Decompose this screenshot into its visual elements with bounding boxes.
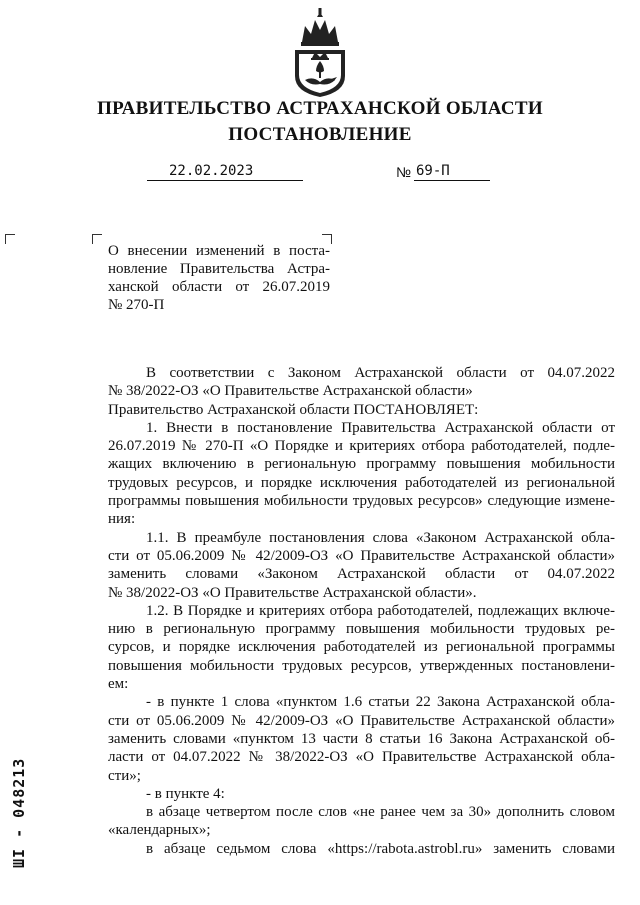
body-line: 1.1. В преамбуле постановления слова «Законом Астраханской обла- (146, 529, 615, 546)
organization-name: ПРАВИТЕЛЬСТВО АСТРАХАНСКОЙ ОБЛАСТИ (97, 98, 543, 119)
registration-field-corner-left (5, 234, 15, 244)
subject-corner-top-left (92, 234, 102, 244)
body-line: ем: (108, 676, 129, 693)
body-line: 1. Внести в постановление Правительства Астраханской области от (146, 419, 615, 436)
subject-line: О внесении изменений в поста- (108, 243, 330, 259)
document-type: ПОСТАНОВЛЕНИЕ (228, 124, 412, 145)
body-line: «календарных»; (108, 822, 211, 839)
body-line: нию в региональную программу повышения мобильности трудовых ре- (108, 621, 615, 638)
body-line: ния: (108, 511, 136, 528)
body-line: № 38/2022-ОЗ «О Правительстве Астраханской области». (108, 584, 477, 601)
subject-line: новление Правительства Астра- (108, 261, 330, 277)
body-line: Правительство Астраханской области ПОСТАНОВЛЯЕТ: (108, 401, 479, 418)
body-line: сурсов, и порядке исключения работодателей из региональной программы (108, 639, 615, 656)
body-line: В соответствии с Законом Астраханской области от 04.07.2022 (146, 365, 615, 381)
body-line: в абзаце седьмом слова «https://rabota.astrobl.ru» заменить словами (146, 840, 615, 857)
body-line: - в пункте 1 слова «пунктом 1.6 статьи 22 Закона Астраханской обла- (146, 694, 615, 711)
document-number: 69-П (414, 163, 490, 181)
serial-stamp: ШI - 048213 (10, 757, 28, 868)
body-line: в абзаце четвертом после слов «не ранее чем за 30» дополнить словом (146, 804, 615, 821)
body-line: 26.07.2019 № 270-П «О Порядке и критериях отбора работодателей, подле- (108, 438, 615, 455)
body-line: сти от 05.06.2009 № 42/2009-ОЗ «О Правительстве Астраханской области» (108, 712, 615, 729)
subject-line: ханской области от 26.07.2019 (108, 279, 330, 295)
document-subject (108, 242, 330, 314)
body-line: программы повышения мобильности трудовых ресурсов» следующие измене- (108, 493, 615, 510)
astrakhan-coat-of-arms-icon (285, 8, 355, 98)
document-body (108, 364, 615, 858)
body-line: сти»; (108, 767, 141, 784)
subject-line: № 270-П (108, 297, 165, 313)
body-line: повышения мобильности трудовых ресурсов, утвержденных постановлени- (108, 657, 615, 674)
body-line: ласти от 04.07.2022 № 38/2022-ОЗ «О Правительстве Астраханской обла- (108, 749, 615, 766)
body-line: заменить словами «Законом Астраханской области от 04.07.2022 (108, 566, 615, 583)
number-sign: № (396, 164, 412, 180)
body-line: жащих включению в региональную программу повышения мобильности (108, 456, 615, 473)
body-line: сти от 05.06.2009 № 42/2009-ОЗ «О Правительстве Астраханской области» (108, 547, 615, 564)
body-line: № 38/2022-ОЗ «О Правительстве Астраханской области» (108, 383, 473, 400)
body-line: - в пункте 4: (146, 785, 225, 802)
body-line: 1.2. В Порядке и критериях отбора работодателей, подлежащих включе- (146, 602, 615, 619)
body-line: трудовых ресурсов, и порядке исключения работодателей из региональной (108, 474, 615, 491)
document-date: 22.02.2023 (147, 163, 303, 181)
body-line: заменить словами «пунктом 13 части 8 статьи 16 Закона Астраханской об- (108, 730, 615, 747)
